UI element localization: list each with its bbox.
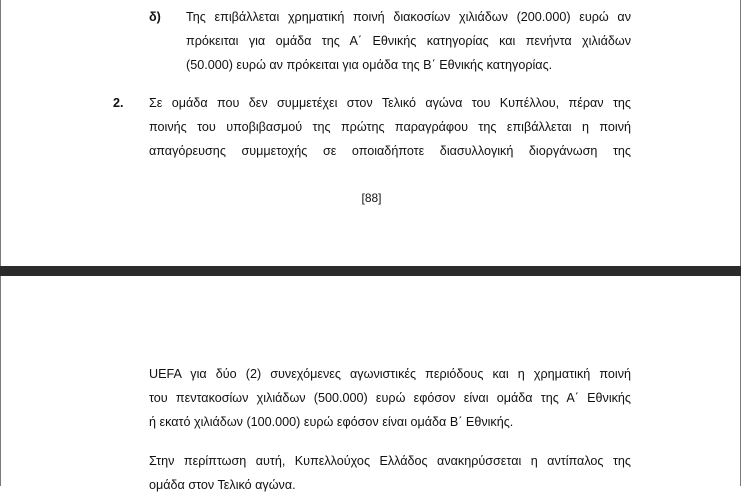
page-separator	[0, 266, 741, 276]
item-d-paragraph	[186, 5, 631, 77]
item-2-line-1: Σε ομάδα που δεν συμμετέχει στον Τελικό αγώνα του Κυπέλλου, πέραν της	[149, 96, 631, 110]
item-d-line-3: (50.000) ευρώ αν πρόκειται για ομάδα της Β΄ Εθνικής κατηγορίας.	[186, 58, 553, 72]
continuation-line-2: του πεντακοσίων χιλιάδων (500.000) ευρώ εφόσον είναι ομάδα της Α΄ Εθνικής	[149, 391, 631, 405]
item-d-line-1: Της επιβάλλεται χρηματική ποινή διακοσίων χιλιάδων (200.000) ευρώ αν	[186, 10, 631, 24]
item-2-paragraph	[149, 91, 631, 163]
continuation-line-1: UEFA για δύο (2) συνεχόμενες αγωνιστικές περιόδους και η χρηματική ποινή	[149, 367, 631, 381]
item-2-line-2: ποινής του υποβιβασμού της πρώτης παραγράφου της επιβάλλεται η ποινή	[149, 120, 631, 134]
cup-winner-line-2: ομάδα στον Τελικό αγώνα.	[149, 478, 296, 492]
item-d-line-2: πρόκειται για ομάδα της Α΄ Εθνικής κατηγορίας και πενήντα χιλιάδων	[186, 34, 631, 48]
item-2-marker: 2.	[113, 96, 124, 110]
document-page-89	[0, 276, 741, 492]
continuation-line-3: ή εκατό χιλιάδων (100.000) ευρώ εφόσον είναι ομάδα Β΄ Εθνικής.	[149, 415, 514, 429]
item-d-marker: δ)	[149, 10, 161, 24]
continuation-paragraph	[149, 362, 631, 434]
page-number: [88]	[361, 191, 382, 205]
cup-winner-line-1: Στην περίπτωση αυτή, Κυπελλούχος Ελλάδος ανακηρύσσεται η αντίπαλος της	[149, 454, 631, 468]
cup-winner-paragraph	[149, 449, 631, 497]
item-2-line-3: απαγόρευσης συμμετοχής σε οποιαδήποτε διασυλλογική διοργάνωση της	[149, 144, 631, 158]
